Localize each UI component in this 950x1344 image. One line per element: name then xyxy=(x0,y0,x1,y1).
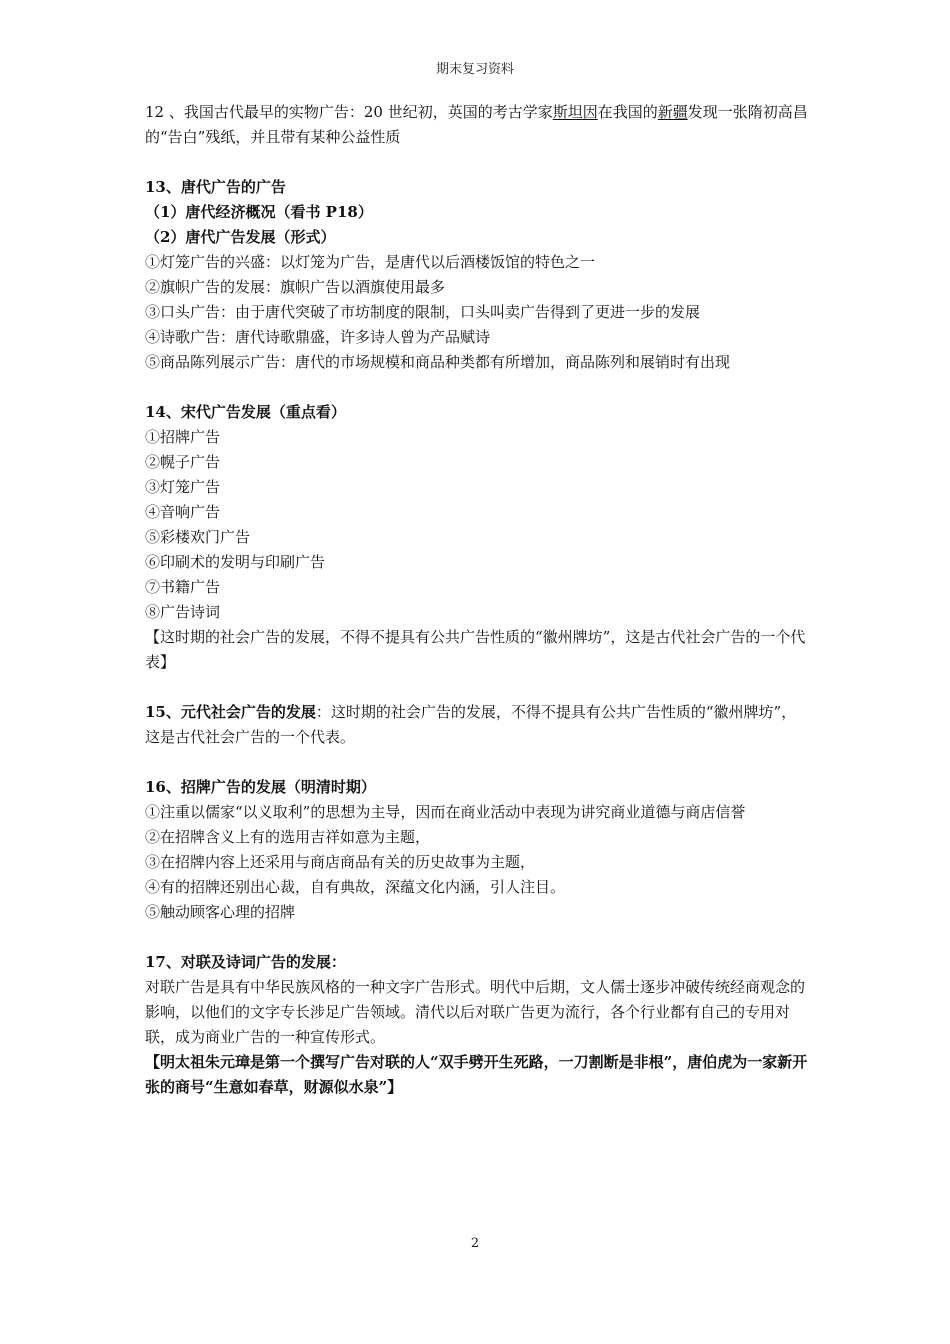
section-17-note-emphasis: 第一个撰写广告对联的人 xyxy=(265,1053,431,1071)
page-number: 2 xyxy=(470,1236,480,1251)
list-item: ①注重以儒家“以义取利”的思想为主导，因而在商业活动中表现为讲究商业道德与商店信誉 xyxy=(145,803,746,821)
section-12-text-2: 在我国的 xyxy=(597,103,658,121)
section-17-title: 17、对联及诗词广告的发展： xyxy=(145,953,346,971)
list-item: ②在招牌含义上有的选用吉祥如意为主题， xyxy=(145,828,431,846)
section-13-subheading-2: （2）唐代广告发展（形式） xyxy=(145,228,336,246)
section-16-title: 16、招牌广告的发展（明清时期） xyxy=(145,778,376,796)
page-header: 期末复习资料 xyxy=(435,62,514,77)
list-item: ③在招牌内容上还采用与商店商品有关的历史故事为主题， xyxy=(145,853,536,871)
section-17-paragraph: 对联广告是具有中华民族风格的一种文字广告形式。明代中后期，文人儒士逐步冲破传统经商观念的影响，以他们的文字专长涉足广告领域。清代以后对联广告更为流行，各个行业都有自己的专用对联，成为商业广告的一种宣传形式。 xyxy=(145,978,806,1046)
list-item: ①招牌广告 xyxy=(145,428,221,446)
section-15-text: ：这时期的社会广告的发展，不得不提具有公共广告性质的“徽州牌坊”，这是古代社会广告的一个代表。 xyxy=(145,703,797,746)
list-item: ②旗帜广告的发展：旗帜广告以酒旗使用最多 xyxy=(145,278,446,296)
section-12 xyxy=(145,100,811,150)
list-item: ⑥印刷术的发明与印刷广告 xyxy=(145,553,326,571)
section-14-title: 14、宋代广告发展（重点看） xyxy=(145,403,346,421)
list-item: ③口头广告：由于唐代突破了市坊制度的限制，口头叫卖广告得到了更进一步的发展 xyxy=(145,303,701,321)
section-12-underline-1: 斯坦因 xyxy=(552,103,598,121)
section-17-note-end: “双手劈开生死路，一刀割断是非根”，唐伯虎为一家新开张的商号“生意如春草，财源似水泉”】 xyxy=(145,1053,808,1096)
list-item: ②幌子广告 xyxy=(145,453,221,471)
list-item: ④有的招牌还别出心裁，自有典故，深蕴文化内涵，引人注目。 xyxy=(145,878,566,896)
document-body xyxy=(145,100,811,1100)
section-13-subheading-1: （1）唐代经济概况（看书 P18） xyxy=(145,203,373,221)
section-15-title: 15、元代社会广告的发展 xyxy=(145,703,316,721)
section-17-note xyxy=(145,1050,811,1100)
section-12-text-1: 12 、我国古代最早的实物广告：20 世纪初，英国的考古学家 xyxy=(145,103,553,121)
list-item: ③灯笼广告 xyxy=(145,478,221,496)
section-13-title: 13、唐代广告的广告 xyxy=(145,178,286,196)
list-item: ④诗歌广告：唐代诗歌鼎盛，许多诗人曾为产品赋诗 xyxy=(145,328,491,346)
list-item: ④音响广告 xyxy=(145,503,221,521)
section-15 xyxy=(145,700,811,750)
section-14-note: 【这时期的社会广告的发展，不得不提具有公共广告性质的“徽州牌坊”，这是古代社会广告的一个代表】 xyxy=(145,628,806,671)
section-17-note-start: 【明太祖朱元璋是 xyxy=(145,1053,266,1071)
list-item: ⑤触动顾客心理的招牌 xyxy=(145,903,296,921)
section-12-text-3: 发现一张隋初高昌的“告白”残纸，并且带有某种公益性质 xyxy=(145,103,808,146)
list-item: ⑦书籍广告 xyxy=(145,578,221,596)
section-12-underline-2: 新疆 xyxy=(657,103,688,121)
list-item: ⑧广告诗词 xyxy=(145,603,221,621)
list-item: ⑤彩楼欢门广告 xyxy=(145,528,251,546)
list-item: ⑤商品陈列展示广告：唐代的市场规模和商品种类都有所增加，商品陈列和展销时有出现 xyxy=(145,353,731,371)
list-item: ①灯笼广告的兴盛：以灯笼为广告，是唐代以后酒楼饭馆的特色之一 xyxy=(145,253,596,271)
